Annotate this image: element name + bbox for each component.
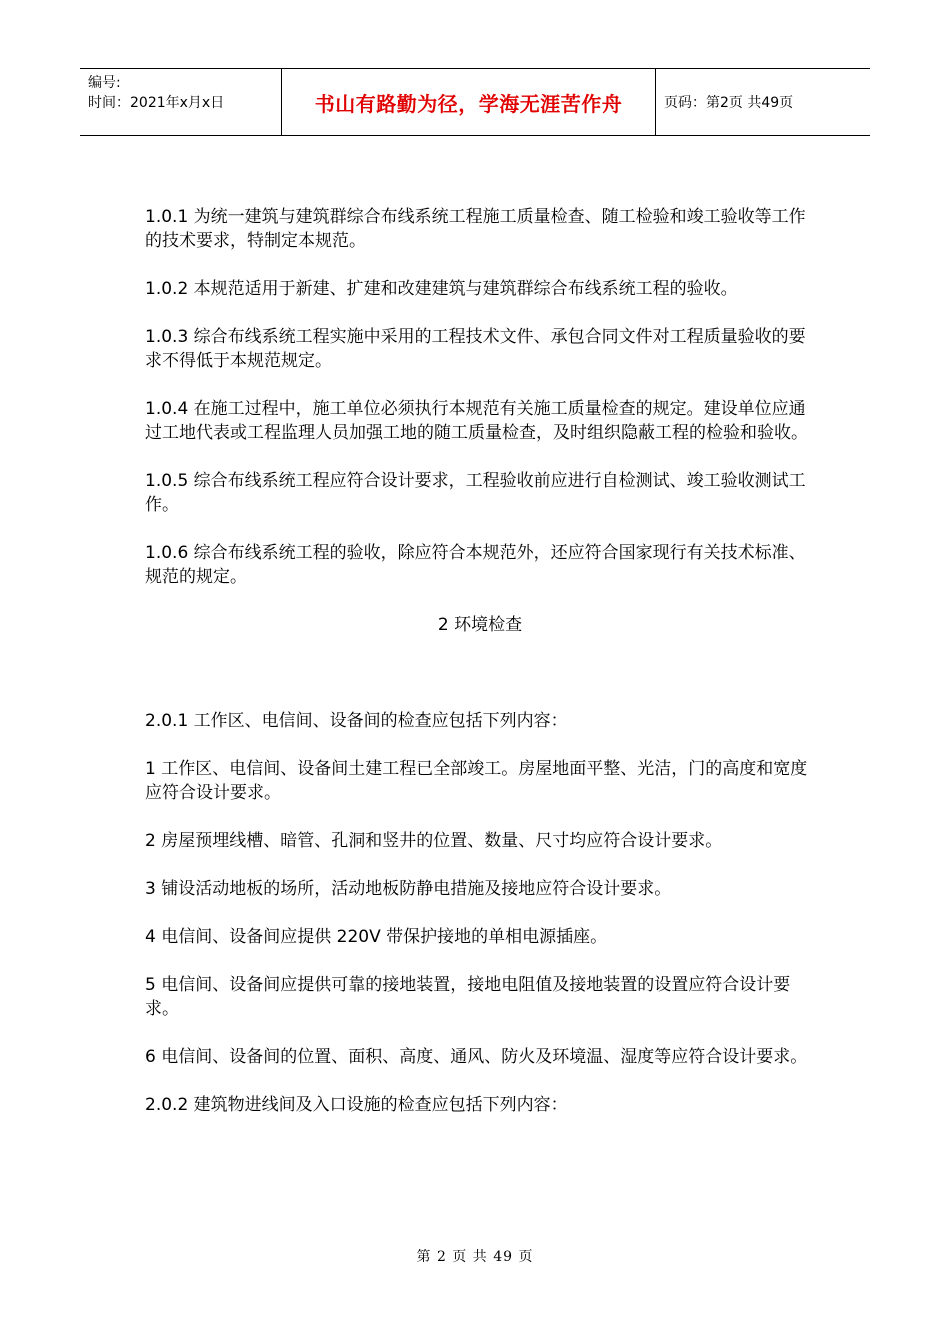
document-number-label: 编号: [88, 75, 121, 91]
clause-1-0-2: 1.0.2 本规范适用于新建、扩建和改建建筑与建筑群综合布线系统工程的验收。 [145, 279, 738, 299]
document-body [145, 205, 815, 1141]
header-page-cell [656, 69, 870, 135]
header-meta [80, 69, 282, 135]
clause-1-0-1: 1.0.1 为统一建筑与建筑群综合布线系统工程施工质量检查、随工检验和竣工验收等工作的技术要求，特制定本规范。 [145, 207, 806, 251]
clause-2-0-1: 2.0.1 工作区、电信间、设备间的检查应包括下列内容： [145, 711, 568, 731]
list-item-5: 5 电信间、设备间应提供可靠的接地装置，接地电阻值及接地装置的设置应符合设计要求。 [145, 975, 791, 1019]
clause-2-0-2: 2.0.2 建筑物进线间及入口设施的检查应包括下列内容： [145, 1095, 568, 1115]
page-footer: 第 2 页 共 49 页 [416, 1249, 534, 1265]
document-date: 时间：2021年x月x日 [88, 95, 225, 111]
list-item-3: 3 铺设活动地板的场所，活动地板防静电措施及接地应符合设计要求。 [145, 879, 672, 899]
document-header [80, 68, 870, 136]
list-item-2: 2 房屋预埋线槽、暗管、孔洞和竖井的位置、数量、尺寸均应符合设计要求。 [145, 831, 723, 851]
list-item-1: 1 工作区、电信间、设备间土建工程已全部竣工。房屋地面平整、光洁，门的高度和宽度应符合设计要求。 [145, 759, 808, 803]
section-title: 2 环境检查 [437, 615, 523, 635]
header-motto: 书山有路勤为径，学海无涯苦作舟 [314, 91, 623, 116]
clause-1-0-4: 1.0.4 在施工过程中，施工单位必须执行本规范有关施工质量检查的规定。建设单位应通过工地代表或工程监理人员加强工地的随工质量检查，及时组织隐蔽工程的检验和验收。 [145, 399, 808, 443]
clause-1-0-5: 1.0.5 综合布线系统工程应符合设计要求，工程验收前应进行自检测试、竣工验收测试工作。 [145, 471, 806, 515]
clause-1-0-3: 1.0.3 综合布线系统工程实施中采用的工程技术文件、承包合同文件对工程质量验收的要求不得低于本规范规定。 [145, 327, 806, 371]
header-page-number: 页码：第2页 共49页 [664, 95, 794, 111]
clause-1-0-6: 1.0.6 综合布线系统工程的验收，除应符合本规范外，还应符合国家现行有关技术标准、规范的规定。 [145, 543, 806, 587]
list-item-6: 6 电信间、设备间的位置、面积、高度、通风、防火及环境温、湿度等应符合设计要求。 [145, 1047, 808, 1067]
header-motto-cell [282, 69, 656, 135]
list-item-4: 4 电信间、设备间应提供 220V 带保护接地的单相电源插座。 [145, 927, 608, 947]
